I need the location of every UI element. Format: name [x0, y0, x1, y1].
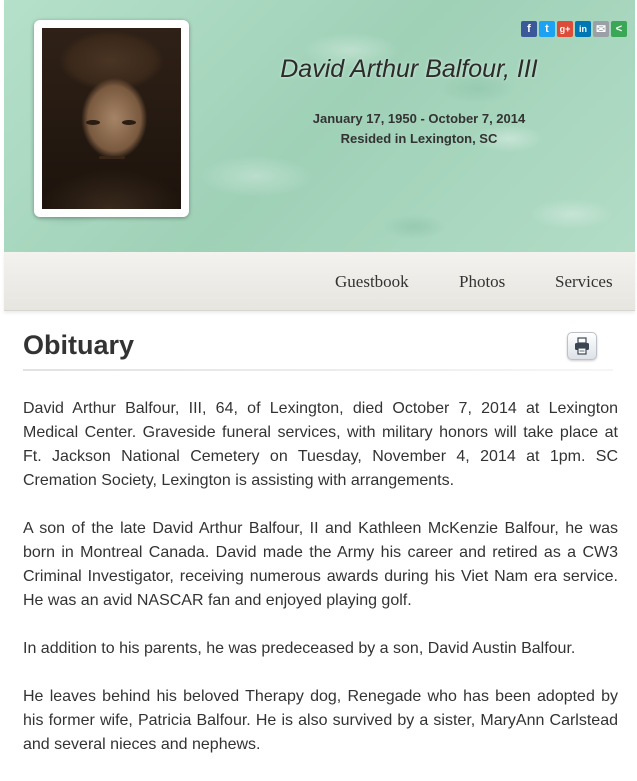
header-banner — [4, 0, 635, 252]
portrait-mouth — [99, 156, 125, 159]
twitter-icon[interactable]: t — [539, 21, 555, 37]
section-title: Obituary — [23, 330, 135, 360]
nav-photos[interactable]: Photos — [459, 272, 506, 291]
obituary-paragraph: In addition to his parents, he was predeceased by a son, David Austin Balfour. — [23, 640, 576, 657]
portrait-eye-right — [122, 120, 136, 125]
share-icon[interactable]: < — [611, 21, 627, 37]
title-divider — [23, 369, 613, 371]
portrait-photo — [42, 28, 181, 209]
life-dates: January 17, 1950 - October 7, 2014 — [312, 111, 526, 126]
deceased-name: David Arthur Balfour, III — [280, 55, 538, 83]
portrait-frame — [34, 20, 189, 217]
google-plus-icon[interactable]: g+ — [557, 21, 573, 37]
nav-guestbook[interactable]: Guestbook — [335, 272, 409, 291]
facebook-icon[interactable]: f — [521, 21, 537, 37]
linkedin-icon[interactable]: in — [575, 21, 591, 37]
obituary-text — [23, 397, 618, 781]
portrait-eye-left — [86, 120, 100, 125]
nav-bar — [4, 252, 635, 311]
residence: Resided in Lexington, SC — [340, 131, 498, 146]
printer-icon — [568, 333, 596, 359]
obituary-paragraph: David Arthur Balfour, III, 64, of Lexington, died October 7, 2014 at Lexington Medical Center. Graveside funeral services, with military honors will take place at Ft. Jackson National Cemetery on Tuesday, November 4, 2014 at 1pm. SC Cremation Society, Lexington is assisting with arrangements. — [23, 400, 618, 489]
email-icon[interactable]: ✉ — [593, 21, 609, 37]
obituary-paragraph: A son of the late David Arthur Balfour, II and Kathleen McKenzie Balfour, he was born in Montreal Canada. David made the Army his career and retired as a CW3 Criminal Investigator, receiving numerous awards during his Viet Nam era service. He was an avid NASCAR fan and enjoyed playing golf. — [23, 520, 618, 609]
print-button[interactable] — [567, 332, 597, 360]
share-bar — [521, 21, 627, 37]
nav-services[interactable]: Services — [555, 272, 613, 291]
obituary-paragraph: He leaves behind his beloved Therapy dog, Renegade who has been adopted by his former wife, Patricia Balfour. He is also survived by a sister, MaryAnn Carlstead and several nieces and nephews. — [23, 688, 618, 753]
